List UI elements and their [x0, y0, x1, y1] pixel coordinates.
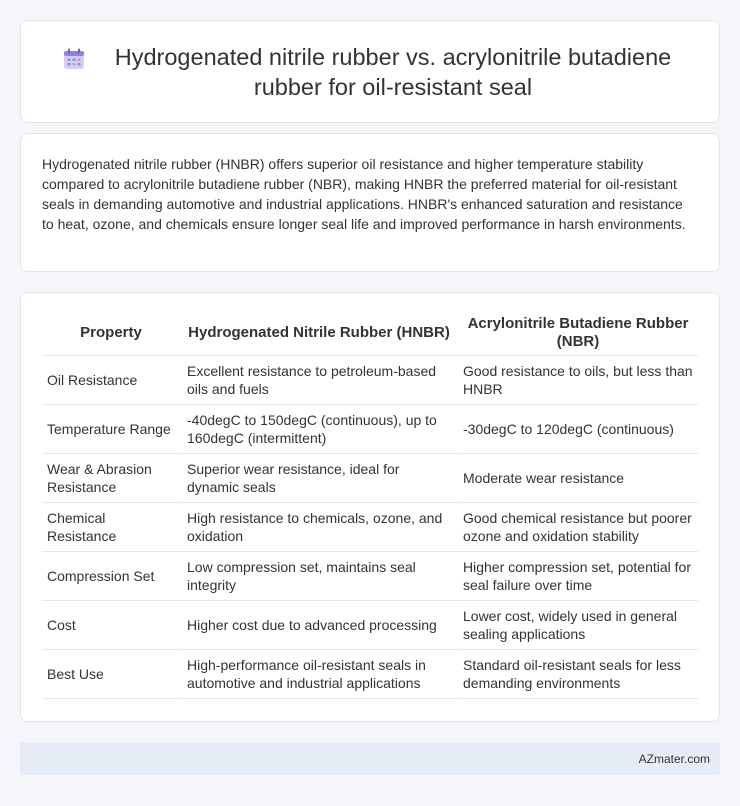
- cell-property: Best Use: [42, 650, 180, 699]
- table-row: [42, 552, 698, 601]
- table-row: [42, 650, 698, 699]
- table-row: [42, 356, 698, 405]
- cell-nbr: Good chemical resistance but poorer ozone and oxidation stability: [456, 503, 698, 552]
- cell-hnbr: Low compression set, maintains seal integrity: [180, 552, 456, 601]
- cell-nbr: Higher compression set, potential for seal failure over time: [456, 552, 698, 601]
- cell-property: Temperature Range: [42, 405, 180, 454]
- header-property: Property: [42, 311, 180, 356]
- cell-hnbr: Higher cost due to advanced processing: [180, 601, 456, 650]
- table-header-row: [42, 311, 698, 356]
- table-row: [42, 503, 698, 552]
- summary-card: [20, 133, 720, 272]
- table-row: [42, 601, 698, 650]
- cell-hnbr: High-performance oil-resistant seals in automotive and industrial applications: [180, 650, 456, 699]
- cell-hnbr: -40degC to 150degC (continuous), up to 160degC (intermittent): [180, 405, 456, 454]
- cell-nbr: Moderate wear resistance: [456, 454, 698, 503]
- table-card: [20, 292, 720, 722]
- title-card: [20, 20, 720, 123]
- cell-nbr: Standard oil-resistant seals for less demanding environments: [456, 650, 698, 699]
- cell-property: Chemical Resistance: [42, 503, 180, 552]
- comparison-table: [42, 311, 698, 699]
- table-row: [42, 405, 698, 454]
- header-nbr: Acrylonitrile Butadiene Rubber (NBR): [456, 311, 698, 356]
- footer-brand: AZmater.com: [638, 751, 710, 766]
- cell-nbr: -30degC to 120degC (continuous): [456, 405, 698, 454]
- calendar-icon: [61, 46, 87, 72]
- footer-bar: [20, 742, 720, 775]
- cell-nbr: Good resistance to oils, but less than HNBR: [456, 356, 698, 405]
- cell-property: Cost: [42, 601, 180, 650]
- cell-hnbr: Superior wear resistance, ideal for dynamic seals: [180, 454, 456, 503]
- title-wrap: [21, 21, 719, 122]
- cell-hnbr: High resistance to chemicals, ozone, and oxidation: [180, 503, 456, 552]
- cell-hnbr: Excellent resistance to petroleum-based oils and fuels: [180, 356, 456, 405]
- header-hnbr: Hydrogenated Nitrile Rubber (HNBR): [180, 311, 456, 356]
- page-title: Hydrogenated nitrile rubber vs. acrylonitrile butadiene rubber for oil-resistant seal: [114, 43, 672, 100]
- cell-property: Oil Resistance: [42, 356, 180, 405]
- cell-nbr: Lower cost, widely used in general sealing applications: [456, 601, 698, 650]
- cell-property: Wear & Abrasion Resistance: [42, 454, 180, 503]
- cell-property: Compression Set: [42, 552, 180, 601]
- table-row: [42, 454, 698, 503]
- summary-text: Hydrogenated nitrile rubber (HNBR) offers superior oil resistance and higher temperature stability compared to acrylonitrile butadiene rubber (NBR), making HNBR the preferred material for oil-resistant seals in demanding automotive and industrial applications. HNBR's enhanced saturation and resistance to heat, ozone, and chemicals ensure longer seal life and improved performance in harsh environments.: [42, 156, 686, 232]
